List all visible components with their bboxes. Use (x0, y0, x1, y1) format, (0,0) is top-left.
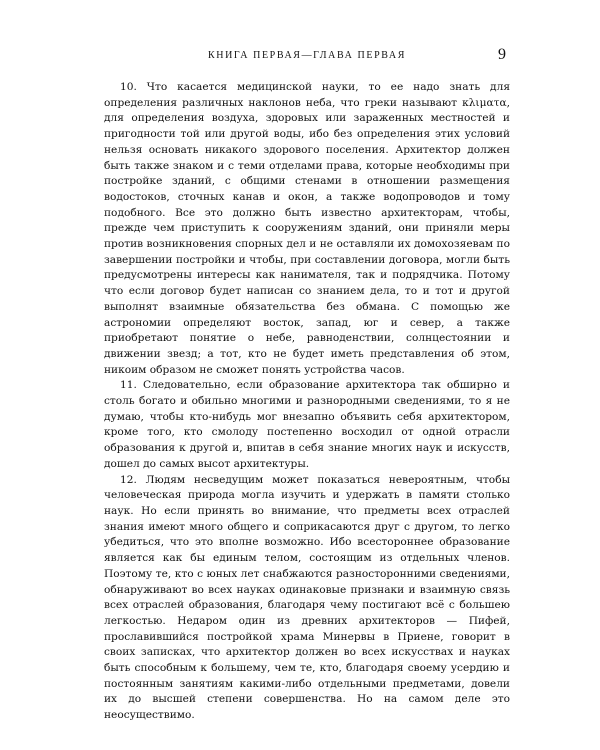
paragraph-11: 11. Следовательно, если образование архитектора так обширно и столь богато и обильно многими и разнородными сведениями, то я не думаю, чтобы кто-нибудь мог внезапно объявить себя архитектором, кроме того, кто смолоду постепенно восходил от одной отрасли образования к другой и, впитав в себя знание многих наук и искусств, дошел до самых высот архитектуры. (104, 379, 510, 470)
running-head: КНИГА ПЕРВАЯ—ГЛАВА ПЕРВАЯ (208, 50, 406, 61)
page-header (112, 46, 506, 66)
paragraph-12: 12. Людям несведущим может показаться невероятным, чтобы человеческая природа могла изучить и удержать в памяти столько наук. Но если принять во внимание, что предметы всех отраслей знания имеют много общего и соприкасаются друг с другом, то легко убедиться, что это вполне возможно. Ибо всестороннее образование является как бы единым телом, состоящим из отдельных членов. Поэтому те, кто с юных лет снабжаются разносторонними сведениями, обнаруживают во всех науках одинаковые признаки и взаимную связь всех отраслей образования, благодаря чему постигают всё с большею легкостью. Недаром один из древних архитекторов — Пифей, прославившийся постройкой храма Минервы в Приене, говорит в своих записках, что архитектор должен во всех искусствах и науках быть способным к большему, чем те, кто, благодаря своему усердию и постоянным занятиям какими-либо отдельными предметами, довели их до высшей степени совершенства. Но на самом деле это неосуществимо. (104, 473, 510, 722)
paragraph-10: 10. Что касается медицинской науки, то ее надо знать для определения различных наклонов неба, что греки называют κλιματα, для определения воздуха, здоровых или зараженных местностей и пригодности той или другой воды, ибо без определения этих условий нельзя основать никакого здорового поселения. Архитектор должен быть также знаком и с теми отделами права, которые необходимы при постройке зданий, с общими стенами в отношении размещения водостоков, сточных канав и окон, а также водопроводов и тому подобного. Все это должно быть известно архитекторам, чтобы, прежде чем приступить к сооружениям зданий, они приняли меры против возникновения спорных дел и не оставляли их домохозяевам по завершении постройки и чтобы, при составлении договора, могли быть предусмотрены интересы как нанимателя, так и подрядчика. Потому что если договор будет написан со знанием дела, то и тот и другой выполнят взаимные обязательства без обмана. С помощью же астрономии определяют восток, запад, юг и север, а также приобретают понятие о небе, равноденствии, солнцестоянии и движении звезд; а тот, кто не будет иметь представления об этом, никоим образом не сможет понять устройства часов. (104, 81, 510, 376)
body-text (104, 80, 510, 724)
page-number: 9 (498, 46, 506, 63)
